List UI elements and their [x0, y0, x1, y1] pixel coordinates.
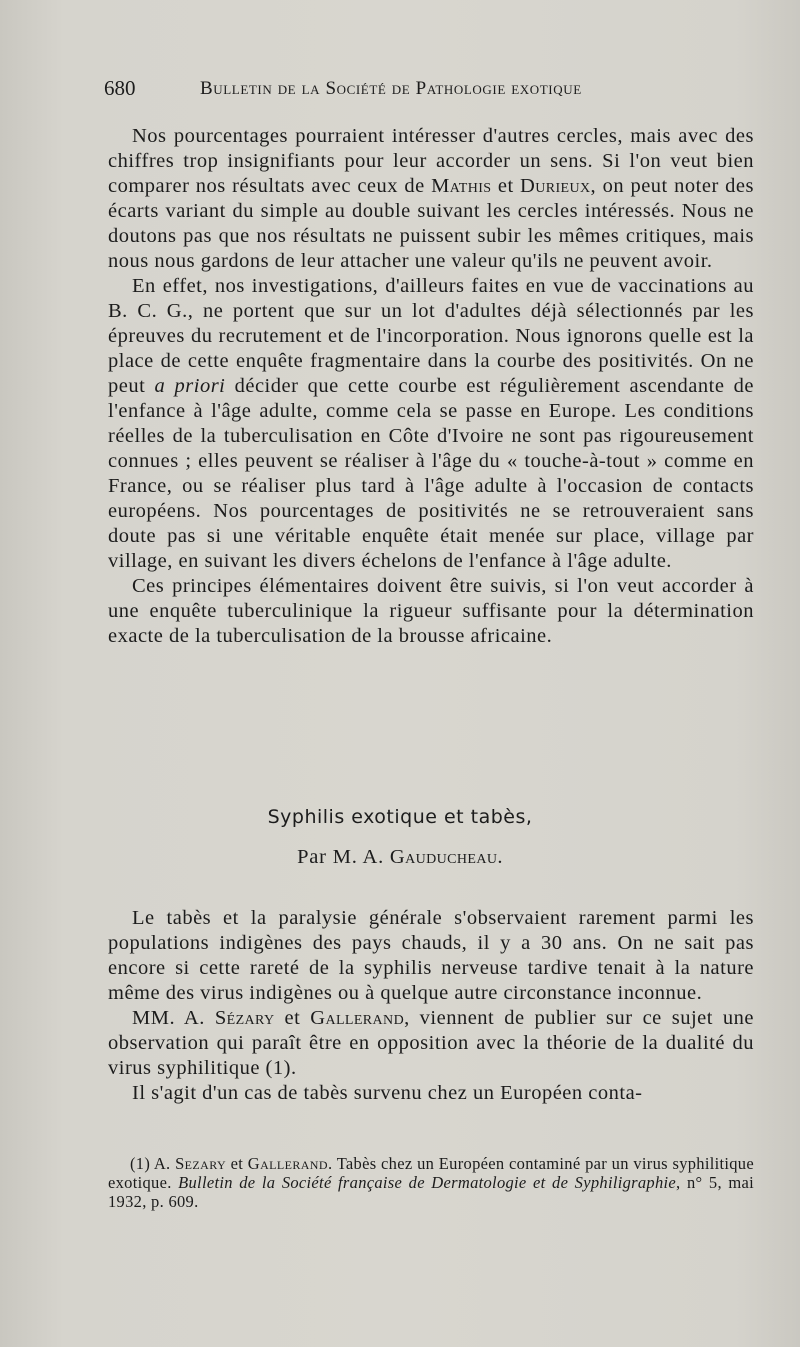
author-name-sezary: Sézary [214, 1007, 275, 1029]
author-name-durieux: Durieux [520, 175, 591, 197]
footnote-block [108, 1154, 754, 1211]
article-byline [0, 846, 800, 869]
paragraph-1 [108, 124, 754, 274]
author-name-gallerand: Gallerand [310, 1007, 405, 1029]
italic-a-priori: a priori [154, 375, 226, 397]
footnote-1 [108, 1154, 754, 1211]
paragraph-1-text-b: et [491, 175, 521, 197]
journal-title: Bulletin de la Société de Pathologie exotique [200, 78, 582, 99]
footnote-text-a: (1) A. [130, 1154, 176, 1173]
byline-prefix: Par M. A. [297, 846, 390, 868]
paragraph-2-text-a: En effet, nos investigations, d'ailleurs faites en vue de vaccinations au B. C. G., ne portent que sur un lot d'adultes déjà sélectionnés par les épreuves du recrutement et de l'incorporation. Nous ignorons quelle est la place de cette enquête fragmentaire dans la courbe des positivités. On ne peut [108, 275, 754, 397]
footnote-journal-title: Bulletin de la Société française de Dermatologie et de Syphiligraphie [178, 1173, 677, 1192]
paragraph-5 [108, 1006, 754, 1081]
paragraph-1-text-a: Nos pourcentages pourraient intéresser d'autres cercles, mais avec des chiffres trop insignifiants pour leur accorder un sens. Si l'on veut bien comparer nos résultats avec ceux de [108, 125, 754, 197]
running-head [104, 76, 760, 104]
preceding-article-text [108, 124, 754, 649]
paragraph-5-text-c: , viennent de publier sur ce sujet une observation qui paraît être en opposition avec la théorie de la dualité du virus syphilitique (1). [108, 1007, 754, 1079]
paragraph-6: Il s'agit d'un cas de tabès survenu chez un Européen conta- [132, 1082, 643, 1104]
paragraph-4: Le tabès et la paralysie générale s'observaient rarement parmi les populations indigènes des pays chauds, il y a 30 ans. On ne sait pas encore si cette rareté de la syphilis nerveuse tardive tenait à la nature même des virus indigènes ou à quelque autre circonstance inconnue. [108, 907, 754, 1004]
paragraph-2 [108, 274, 754, 574]
author-name-mathis: Mathis [431, 175, 492, 197]
footnote-author-sezary: Sezary [175, 1154, 227, 1173]
paragraph-5-text-b: et [274, 1007, 311, 1029]
article-title: Syphilis exotique et tabès, [267, 806, 533, 828]
page-number: 680 [104, 76, 136, 100]
footnote-author-gallerand: Gallerand [247, 1154, 328, 1173]
article-body [108, 906, 754, 1106]
footnote-text-c: . Tabès chez un Européen contaminé par un virus syphilitique exotique. [108, 1154, 754, 1192]
footnote-text-b: et [226, 1154, 248, 1173]
paragraph-3: Ces principes élémentaires doivent être suivis, si l'on veut accorder à une enquête tuberculinique la rigueur suffisante pour la détermination exacte de la tuberculisation de la brousse africaine. [108, 575, 754, 647]
paragraph-1-text-c: , on peut noter des écarts variant du simple au double suivant les cercles intéressés. Nous ne doutons pas que nos résultats ne puissent subir les mêmes critiques, mais nous nous gardons de leur attacher une valeur qu'ils ne peuvent avoir. [108, 175, 754, 272]
paragraph-5-text-a: MM. A. [132, 1007, 215, 1029]
byline-author: Gauducheau. [389, 846, 503, 868]
paragraph-2-text-b: décider que cette courbe est régulièrement ascendante de l'enfance à l'âge adulte, comme cela se passe en Europe. Les conditions réelles de la tuberculisation en Côte d'Ivoire ne sont pas rigoureusement connues ; elles peuvent se réaliser à l'âge du « touche-à-tout » comme en France, ou se réaliser plus tard à l'âge adulte à l'occasion de contacts européens. Nos pourcentages de positivités ne se retrouveraient sans doute pas si une véritable enquête était menée sur place, village par village, en suivant les divers échelons de l'enfance à l'âge adulte. [108, 375, 754, 572]
footnote-text-d: , n° 5, mai 1932, p. 609. [108, 1173, 754, 1211]
